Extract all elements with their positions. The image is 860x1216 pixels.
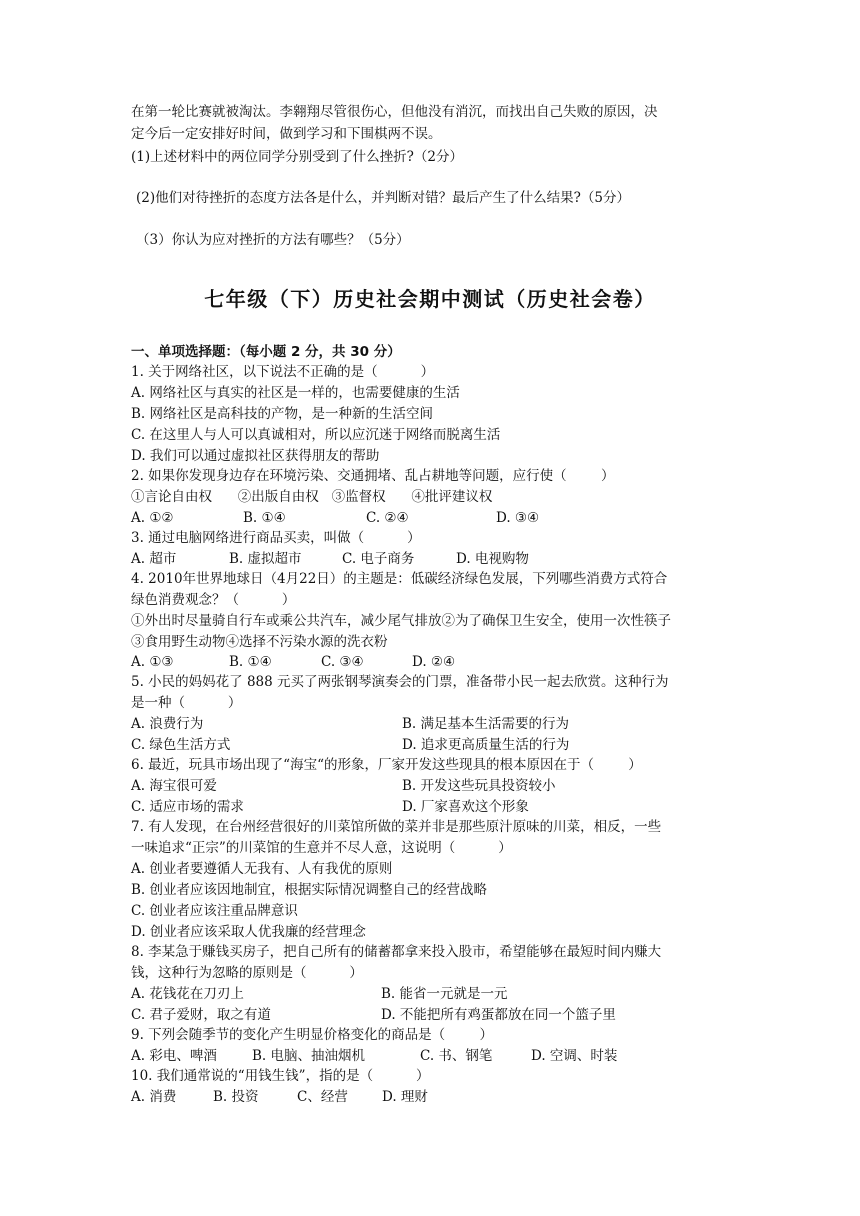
intro-paragraph-line-1: 在第一轮比赛就被淘汰。李翱翔尽管很伤心，但他没有消沉，而找出自己失败的原因，决 — [131, 104, 658, 120]
question-10-stem: 10. 我们通常说的“用钱生钱”，指的是（ ） — [131, 1068, 430, 1084]
question-6-option-c: C. 适应市场的需求 — [131, 799, 244, 815]
question-2-option-d: D. ③④ — [496, 510, 540, 526]
question-1-stem: 1. 关于网络社区，以下说法不正确的是（ ） — [131, 364, 435, 380]
intro-question-3: （3）你认为应对挫折的方法有哪些？（5分） — [136, 232, 410, 248]
question-6-option-a: A. 海宝很可爱 — [131, 778, 217, 794]
question-4-option-a: A. ①③ — [131, 654, 174, 670]
question-10-option-d: D. 理财 — [382, 1089, 428, 1105]
intro-paragraph-line-2: 定今后一定安排好时间，做到学习和下围棋两不误。 — [131, 126, 442, 142]
question-9-option-a: A. 彩电、啤酒 — [131, 1048, 217, 1064]
question-7-stem: 7. 有人发现，在台州经营很好的川菜馆所做的菜并非是那些原汁原味的川菜，相反，一些 — [131, 819, 662, 835]
question-2-option-c: C. ②④ — [366, 510, 409, 526]
question-6-stem: 6. 最近，玩具市场出现了“海宝“的形象，厂家开发这些现具的根本原因在于（ ） — [131, 757, 642, 773]
question-7-option-d: D. 创业者应该采取人优我廉的经营理念 — [131, 924, 366, 940]
question-7-stem-line-2: 一味追求“正宗”的川菜馆的生意并不尽人意，这说明（ ） — [131, 840, 512, 856]
question-7-option-a: A. 创业者要遵循人无我有、人有我优的原则 — [131, 861, 393, 877]
question-10-option-a: A. 消费 — [131, 1089, 177, 1105]
question-4-stem-line-4: ③食用野生动物④选择不污染水源的洗衣粉 — [131, 634, 388, 650]
question-4-option-c: C. ③④ — [321, 654, 364, 670]
question-3-option-a: A. 超市 — [131, 551, 177, 567]
question-5-stem: 5. 小民的妈妈花了 888 元买了两张钢琴演奏会的门票，准备带小民一起去欣赏。这种行为 — [131, 674, 669, 690]
question-9-option-c: C. 书、钢笔 — [420, 1048, 493, 1064]
question-4-stem-line-2: 绿色消费观念？（ ） — [131, 592, 296, 608]
question-6-option-d: D. 厂家喜欢这个形象 — [402, 799, 529, 815]
question-1-option-d: D. 我们可以通过虚拟社区获得朋友的帮助 — [131, 448, 380, 464]
question-8-option-a: A. 花钱花在刀刃上 — [131, 986, 244, 1002]
question-2-stem: 2. 如果你发现身边存在环境污染、交通拥堵、乱占耕地等问题，应行使（ ） — [131, 468, 615, 484]
question-2-stem-line-2: ①言论自由权 ②出版自由权 ③监督权 ④批评建议权 — [131, 489, 493, 505]
page-title: 七年级（下）历史社会期中测试（历史社会卷） — [204, 287, 656, 311]
question-8-option-b: B. 能省一元就是一元 — [381, 986, 508, 1002]
question-3-option-c: C. 电子商务 — [342, 551, 415, 567]
question-9-option-d: D. 空调、时装 — [531, 1048, 618, 1064]
question-5-stem-line-2: 是一种（ ） — [131, 695, 242, 711]
question-5-option-a: A. 浪费行为 — [131, 716, 204, 732]
question-8-option-d: D. 不能把所有鸡蛋都放在同一个篮子里 — [381, 1007, 616, 1023]
question-4-stem-line-3: ①外出时尽量骑自行车或乘公共汽车，减少尾气排放②为了确保卫生安全，使用一次性筷子 — [131, 613, 671, 629]
question-3-option-d: D. 电视购物 — [456, 551, 529, 567]
question-7-option-c: C. 创业者应该注重品牌意识 — [131, 903, 298, 919]
question-5-option-b: B. 满足基本生活需要的行为 — [402, 716, 570, 732]
intro-question-2: (2)他们对待挫折的态度方法各是什么，并判断对错？最后产生了什么结果?（5分） — [136, 190, 630, 206]
question-3-stem: 3. 通过电脑网络进行商品买卖，叫做（ ） — [131, 530, 421, 546]
question-9-option-b: B. 电脑、抽油烟机 — [252, 1048, 366, 1064]
question-4-option-b: B. ①④ — [229, 654, 272, 670]
question-5-option-c: C. 绿色生活方式 — [131, 737, 231, 753]
question-2-option-b: B. ①④ — [243, 510, 286, 526]
question-3-option-b: B. 虚拟超市 — [229, 551, 302, 567]
question-9-stem: 9. 下列会随季节的变化产生明显价格变化的商品是（ ） — [131, 1027, 494, 1043]
question-8-stem: 8. 李某急于赚钱买房子，把自己所有的储蓄都拿来投入股市，希望能够在最短时间内赚大 — [131, 944, 662, 960]
question-8-option-c: C. 君子爱财，取之有道 — [131, 1007, 271, 1023]
intro-question-1: (1)上述材料中的两位同学分别受到了什么挫折?（2分） — [131, 149, 463, 165]
question-5-option-d: D. 追求更高质量生活的行为 — [402, 737, 570, 753]
question-1-option-b: B. 网络社区是高科技的产物，是一种新的生活空间 — [131, 406, 434, 422]
question-1-option-a: A. 网络社区与真实的社区是一样的，也需要健康的生活 — [131, 385, 460, 401]
question-4-option-d: D. ②④ — [412, 654, 456, 670]
question-8-stem-line-2: 钱，这种行为忽略的原则是（ ） — [131, 965, 363, 981]
question-1-option-c: C. 在这里人与人可以真诚相对，所以应沉迷于网络而脱离生活 — [131, 427, 501, 443]
question-6-option-b: B. 开发这些玩具投资较小 — [402, 778, 556, 794]
question-7-option-b: B. 创业者应该因地制宜，根据实际情况调整自己的经营战略 — [131, 882, 488, 898]
question-2-option-a: A. ①② — [131, 510, 174, 526]
question-10-option-c: C、经营 — [297, 1089, 348, 1105]
section-header: 一、单项选择题：（每小题 2 分，共 30 分） — [131, 344, 401, 360]
question-10-option-b: B. 投资 — [213, 1089, 259, 1105]
question-4-stem: 4. 2010年世界地球日（4月22日）的主题是：低碳经济绿色发展，下列哪些消费方式符合 — [131, 571, 668, 587]
